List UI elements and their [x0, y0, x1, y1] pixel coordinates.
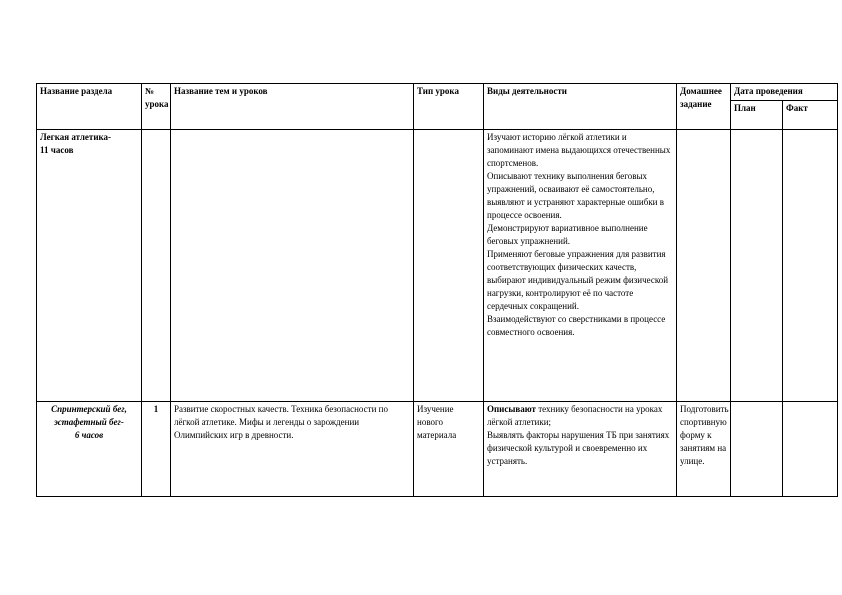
activities-verb: Описывают: [487, 404, 536, 414]
header-topic-name: Название тем и уроков: [171, 84, 414, 130]
activities-cell: [484, 402, 677, 497]
date-plan-cell: [731, 130, 783, 402]
topic-cell: Развитие скоростных качеств. Техника безопасности по лёгкой атлетике. Мифы и легенды о зарождении Олимпийских игр в древности.: [171, 402, 414, 497]
header-date-fact: Факт: [783, 101, 838, 130]
activities-text: технику безопасности на уроках лёгкой атлетики; Выявлять факторы нарушения ТБ при занятиях физической культурой и своевременно их устранять.: [487, 404, 670, 466]
date-fact-cell: [783, 130, 838, 402]
header-row: [37, 84, 838, 101]
header-date-plan: План: [731, 101, 783, 130]
header-activities: Виды деятельности: [484, 84, 677, 130]
lesson-type-cell: Изучение нового материала: [414, 402, 484, 497]
date-plan-cell: [731, 402, 783, 497]
header-lesson-type: Тип урока: [414, 84, 484, 130]
lesson-number-cell: 1: [142, 402, 171, 497]
table-row: [37, 130, 838, 402]
lesson-type-cell: [414, 130, 484, 402]
homework-cell: [677, 130, 731, 402]
topic-cell: [171, 130, 414, 402]
date-fact-cell: [783, 402, 838, 497]
lesson-number-cell: [142, 130, 171, 402]
homework-cell: Подготовить спортивную форму к занятиям на улице.: [677, 402, 731, 497]
activities-cell: Изучают историю лёгкой атлетики и запоминают имена выдающихся отечественных спортсменов. Описывают технику выполнения беговых упражнений, осваивают её самостоятельно, выявляют и устраняют характерные ошибки в процессе освоения. Демонстрируют вариативное выполнение беговых упражнений. Применяют беговые упражнения для развития соответствующих физических качеств, выбирают индивидуальный режим физической нагрузки, контролируют её по частоте сердечных сокращений. Взаимодействуют со сверстниками в процессе совместного освоения.: [484, 130, 677, 402]
section-cell: Легкая атлетика- 11 часов: [37, 130, 142, 402]
section-cell: Спринтерский бег, эстафетный бег- 6 часов: [37, 402, 142, 497]
header-homework: Домашнее задание: [677, 84, 731, 130]
header-lesson-number: № урока: [142, 84, 171, 130]
lesson-plan-table: [36, 83, 838, 497]
table-row: [37, 402, 838, 497]
header-section-name: Название раздела: [37, 84, 142, 130]
header-date: Дата проведения: [731, 84, 838, 101]
